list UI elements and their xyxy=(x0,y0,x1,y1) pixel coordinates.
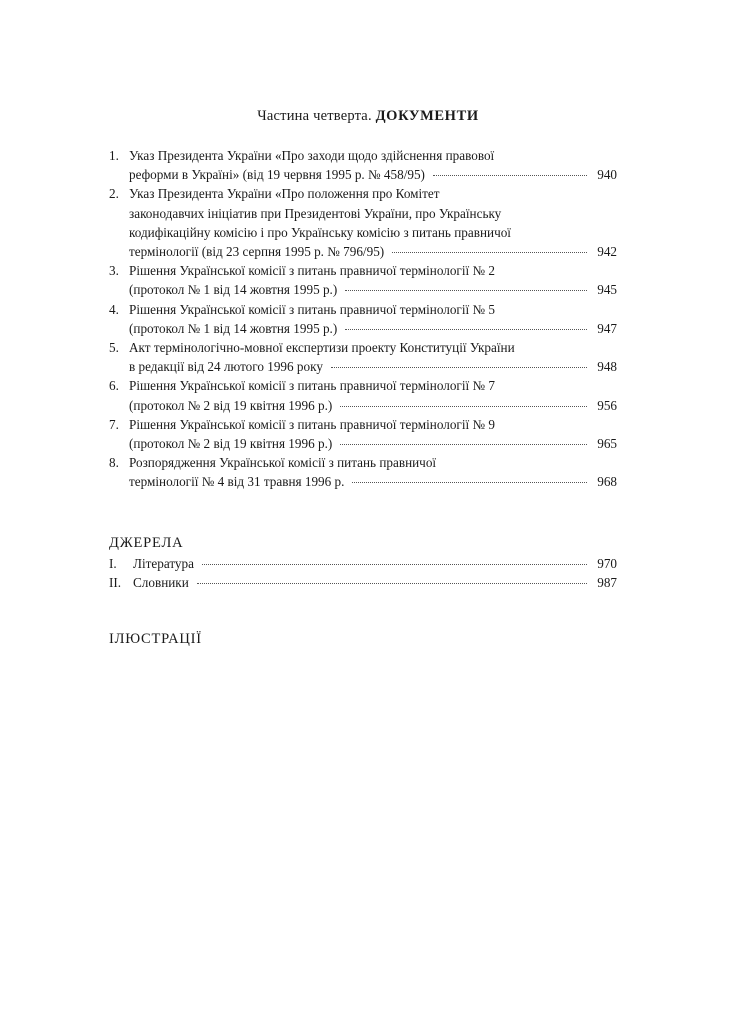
dot-leader xyxy=(340,406,587,407)
entry-text-line: Рішення Української комісії з питань правничої термінології № 5 xyxy=(129,301,495,317)
toc-entry[interactable] xyxy=(109,573,617,592)
entry-page-number: 948 xyxy=(597,359,617,375)
entry-text-line: Указ Президента України «Про заходи щодо здійснення правової xyxy=(129,148,495,163)
entry-number: 3. xyxy=(109,263,119,279)
entry-text-last: (протокол № 2 від 19 квітня 1996 р.) xyxy=(129,436,333,452)
part-title xyxy=(0,108,736,125)
entry-text-last: Словники xyxy=(133,575,189,591)
dot-leader xyxy=(345,329,587,330)
entry-page-number: 945 xyxy=(597,282,617,298)
illustrations-heading[interactable]: ІЛЮСТРАЦІЇ xyxy=(109,631,202,647)
entry-page-number: 968 xyxy=(597,474,617,490)
toc-entry[interactable] xyxy=(109,261,617,299)
entry-number: II. xyxy=(109,575,122,591)
entry-text-line: законодавчих ініціатив при Президентові України, про Українську xyxy=(129,205,502,221)
dot-leader xyxy=(197,583,587,584)
toc-entry[interactable] xyxy=(109,415,617,453)
part-title-prefix: Частина четверта. xyxy=(257,108,376,124)
entry-number: 8. xyxy=(109,455,119,471)
entry-text-line: Акт термінологічно-мовної експертизи проекту Конституції України xyxy=(129,340,515,356)
entry-text-last: термінології (від 23 серпня 1995 р. № 796/95) xyxy=(129,244,385,260)
dot-leader xyxy=(202,564,587,565)
dot-leader xyxy=(392,252,587,253)
entry-text-last: Література xyxy=(133,556,194,571)
dot-leader xyxy=(331,367,587,368)
documents-list xyxy=(109,146,617,492)
entry-page-number: 956 xyxy=(597,397,617,413)
entry-number: 5. xyxy=(109,340,119,356)
entry-page-number: 987 xyxy=(597,575,617,591)
entry-page-number: 942 xyxy=(597,244,617,260)
entry-page-number: 940 xyxy=(597,167,617,183)
entry-number: I. xyxy=(109,556,117,571)
part-title-bold: ДОКУМЕНТИ xyxy=(375,108,479,124)
entry-text-last: в редакції від 24 лютого 1996 року xyxy=(129,359,323,375)
entry-text-line: кодифікаційну комісію і про Українську комісію з питань правничої xyxy=(129,224,511,240)
entry-page-number: 947 xyxy=(597,320,617,336)
toc-entry[interactable] xyxy=(109,376,617,414)
sources-heading: ДЖЕРЕЛА xyxy=(109,535,184,551)
entry-text-last: (протокол № 2 від 19 квітня 1996 р.) xyxy=(129,397,333,413)
dot-leader xyxy=(352,482,587,483)
toc-entry[interactable] xyxy=(109,300,617,338)
entry-text-line: Рішення Української комісії з питань правничої термінології № 2 xyxy=(129,263,495,279)
entry-number: 2. xyxy=(109,186,119,202)
entry-page-number: 965 xyxy=(597,436,617,452)
entry-text-last: (протокол № 1 від 14 жовтня 1995 р.) xyxy=(129,320,338,336)
sources-list xyxy=(109,554,617,592)
entry-page-number: 970 xyxy=(597,556,617,571)
toc-entry[interactable] xyxy=(109,554,617,573)
dot-leader xyxy=(340,444,587,445)
entry-number: 4. xyxy=(109,301,119,317)
entry-number: 6. xyxy=(109,378,119,394)
entry-text-last: реформи в Україні» (від 19 червня 1995 р. № 458/95) xyxy=(129,167,425,183)
toc-entry[interactable] xyxy=(109,453,617,491)
toc-entry[interactable] xyxy=(109,146,617,184)
entry-text-last: (протокол № 1 від 14 жовтня 1995 р.) xyxy=(129,282,338,298)
entry-text-line: Рішення Української комісії з питань правничої термінології № 9 xyxy=(129,416,495,432)
entry-text-line: Указ Президента України «Про положення про Комітет xyxy=(129,186,440,202)
entry-text-line: Рішення Української комісії з питань правничої термінології № 7 xyxy=(129,378,495,394)
dot-leader xyxy=(345,290,587,291)
toc-entry[interactable] xyxy=(109,184,617,261)
entry-text-last: термінології № 4 від 31 травня 1996 р. xyxy=(129,474,345,490)
entry-number: 1. xyxy=(109,148,119,163)
entry-number: 7. xyxy=(109,416,119,432)
toc-entry[interactable] xyxy=(109,338,617,376)
dot-leader xyxy=(433,175,587,176)
entry-text-line: Розпорядження Української комісії з питань правничої xyxy=(129,455,437,471)
